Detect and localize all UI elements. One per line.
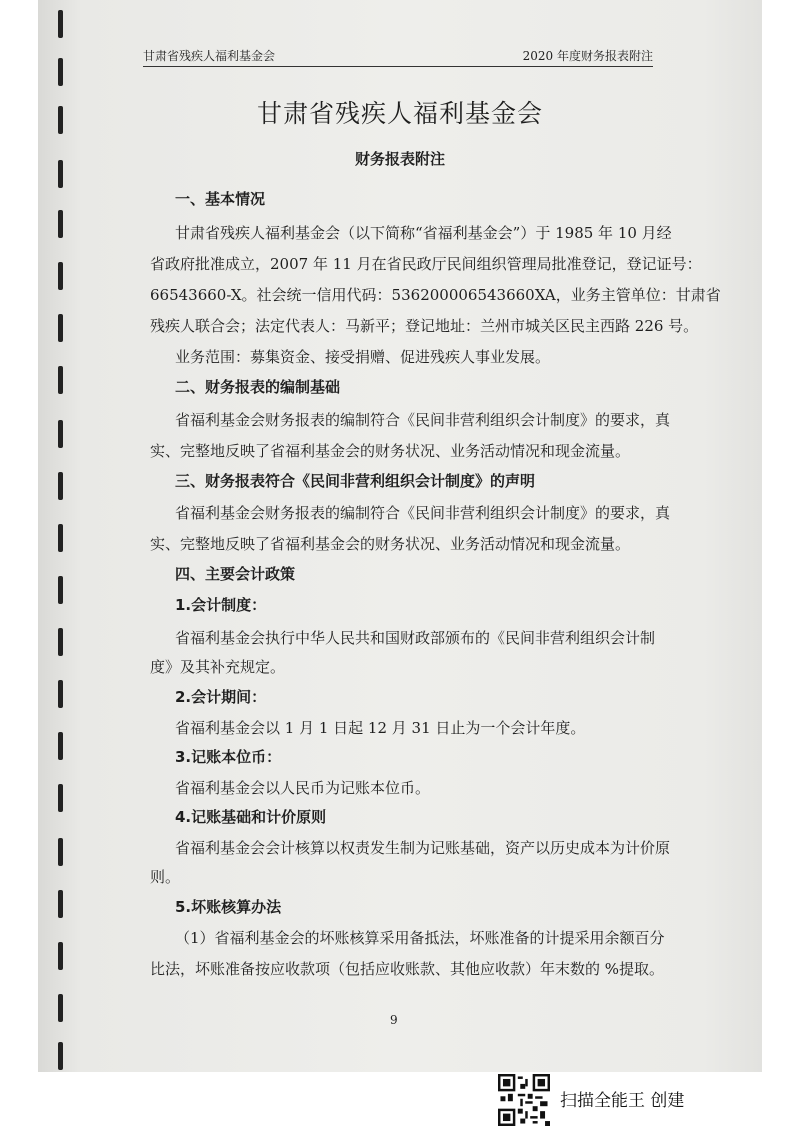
binding-holes [55,0,67,1072]
paragraph-line: 业务范围：募集资金、接受捐赠、促进残疾人事业发展。 [175,348,551,366]
paragraph-line: （1）省福利基金会的坏账核算采用备抵法，坏账准备的计提采用余额百分 [175,929,665,947]
running-header [143,44,653,67]
paragraph-line: 66543660-X。社会统一信用代码：536200006543660XA，业务主管单位：甘肃省 [150,286,721,304]
paragraph-line: 度》及其补充规定。 [150,658,286,676]
section-heading-4: 四、主要会计政策 [175,565,296,583]
subsection-heading: 5.坏账核算办法 [175,898,282,916]
subsection-heading: 1.会计制度： [175,596,267,614]
section-heading-2: 二、财务报表的编制基础 [175,378,341,396]
section-heading-3: 三、财务报表符合《民间非营利组织会计制度》的声明 [175,472,536,490]
paragraph-line: 省福利基金会财务报表的编制符合《民间非营利组织会计制度》的要求，真 [175,411,671,429]
document-subtitle: 财务报表附注 [354,150,445,168]
paragraph-line: 则。 [150,868,181,886]
paragraph-line: 省政府批准成立，2007 年 11 月在省民政厅民间组织管理局批准登记，登记证号： [150,255,702,273]
scanner-watermark: 扫描全能王 创建 [560,1091,685,1111]
section-heading-1: 一、基本情况 [175,190,266,208]
qr-code-icon [498,1074,550,1126]
paragraph-line: 比法，坏账准备按应收款项（包括应收账款、其他应收款）年末数的 %提取。 [150,960,665,978]
subsection-heading: 3.记账本位币： [175,748,282,766]
paragraph-line: 残疾人联合会；法定代表人：马新平；登记地址：兰州市城关区民主西路 226 号。 [150,317,699,335]
header-org-name: 甘肃省残疾人福利基金会 [143,49,276,63]
header-doc-name: 2020 年度财务报表附注 [522,49,653,63]
subsection-heading: 2.会计期间： [175,688,267,706]
paragraph-line: 实、完整地反映了省福利基金会的财务状况、业务活动情况和现金流量。 [150,535,631,553]
paragraph-line: 实、完整地反映了省福利基金会的财务状况、业务活动情况和现金流量。 [150,442,631,460]
paragraph-line: 省福利基金会执行中华人民共和国财政部颁布的《民间非营利组织会计制 [175,629,656,647]
paragraph-line: 省福利基金会财务报表的编制符合《民间非营利组织会计制度》的要求，真 [175,504,671,522]
paragraph-line: 甘肃省残疾人福利基金会（以下简称“省福利基金会”）于 1985 年 10 月经 [175,224,672,242]
document-title: 甘肃省残疾人福利基金会 [256,99,543,128]
paragraph-line: 省福利基金会会计核算以权责发生制为记账基础，资产以历史成本为计价原 [175,839,671,857]
subsection-heading: 4.记账基础和计价原则 [175,808,327,826]
paragraph-line: 省福利基金会以 1 月 1 日起 12 月 31 日止为一个会计年度。 [175,719,586,737]
page-number: 9 [390,1013,398,1027]
paragraph-line: 省福利基金会以人民币为记账本位币。 [175,779,431,797]
